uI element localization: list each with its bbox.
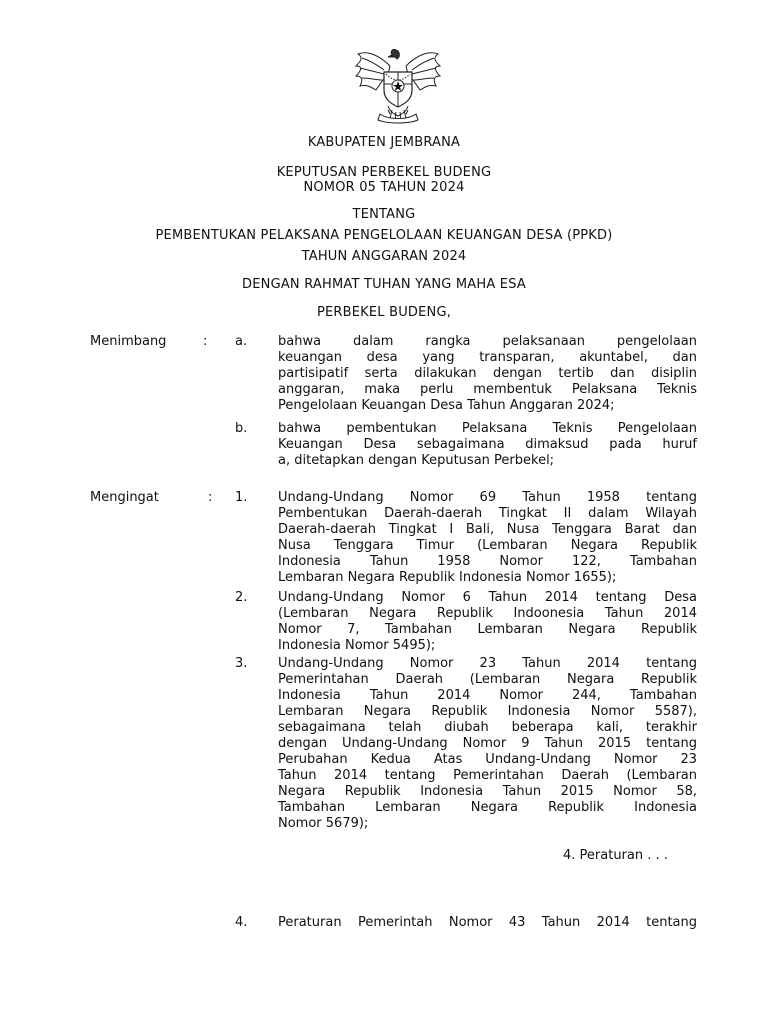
- text-line: bahwa pembentukan Pelaksana Teknis Pengelolaan: [278, 421, 697, 436]
- text-line: Pemerintahan Daerah (Lembaran Negara Republik: [278, 672, 697, 687]
- decree-subject: PEMBENTUKAN PELAKSANA PENGELOLAAN KEUANGAN DESA (PPKD): [155, 228, 613, 243]
- text-line: a, ditetapkan dengan Keputusan Perbekel;: [278, 453, 555, 468]
- decree-title: KEPUTUSAN PERBEKEL BUDENG: [276, 165, 492, 180]
- text-line: Keuangan Desa sebagaimana dimaksud pada huruf: [278, 437, 697, 452]
- text-line: Nusa Tenggara Timur (Lembaran Negara Republik: [278, 538, 697, 553]
- text-line: partisipatif serta dilakukan dengan tertib dan disiplin: [278, 366, 697, 381]
- mengingat-item-2-text: [278, 590, 697, 654]
- text-line: Indonesia Tahun 1958 Nomor 122, Tambahan: [278, 554, 697, 569]
- garuda-emblem-icon: [350, 44, 446, 126]
- next-page-item-text: [278, 915, 697, 931]
- mengingat-colon: :: [208, 490, 213, 505]
- text-line: Negara Republik Indonesia Tahun 2015 Nomor 58,: [278, 784, 697, 799]
- mengingat-item-1-text: [278, 490, 697, 586]
- menimbang-item-a-mark: a.: [235, 334, 248, 349]
- text-line: Undang-Undang Nomor 6 Tahun 2014 tentang Desa: [278, 590, 697, 605]
- menimbang-label: Menimbang: [90, 334, 167, 349]
- text-line: keuangan desa yang transparan, akuntabel, dan: [278, 350, 697, 365]
- mengingat-item-3-mark: 3.: [235, 656, 248, 671]
- text-line: Tambahan Lembaran Negara Republik Indonesia: [278, 800, 697, 815]
- text-line: bahwa dalam rangka pelaksanaan pengelolaan: [278, 334, 697, 349]
- text-line: sebagaimana telah diubah beberapa kali, terakhir: [278, 720, 697, 735]
- text-line: Pembentukan Daerah-daerah Tingkat II dalam Wilayah: [278, 506, 697, 521]
- menimbang-item-a-text: [278, 334, 697, 414]
- text-line: (Lembaran Negara Republik Indoonesia Tahun 2014: [278, 606, 697, 621]
- text-line: Indonesia Tahun 2014 Nomor 244, Tambahan: [278, 688, 697, 703]
- official-title: PERBEKEL BUDENG,: [316, 305, 452, 320]
- text-line: anggaran, maka perlu membentuk Pelaksana Teknis: [278, 382, 697, 397]
- mengingat-item-3-text: [278, 656, 697, 832]
- text-line: Nomor 5679);: [278, 816, 369, 831]
- text-line: Peraturan Pemerintah Nomor 43 Tahun 2014 tentang: [278, 915, 697, 930]
- page-continuation: 4. Peraturan . . .: [563, 848, 668, 863]
- next-page-item-mark: 4.: [235, 915, 248, 930]
- text-line: Undang-Undang Nomor 23 Tahun 2014 tentang: [278, 656, 697, 671]
- mengingat-item-2-mark: 2.: [235, 590, 248, 605]
- about-heading: TENTANG: [352, 207, 416, 222]
- text-line: Pengelolaan Keuangan Desa Tahun Anggaran 2024;: [278, 398, 615, 413]
- text-line: Indonesia Nomor 5495);: [278, 638, 436, 653]
- text-line: Daerah-daerah Tingkat I Bali, Nusa Tenggara Barat dan: [278, 522, 697, 537]
- text-line: Nomor 7, Tambahan Lembaran Negara Republik: [278, 622, 697, 637]
- text-line: Lembaran Negara Republik Indonesia Nomor 1655);: [278, 570, 617, 585]
- text-line: dengan Undang-Undang Nomor 9 Tahun 2015 tentang: [278, 736, 697, 751]
- mengingat-label: Mengingat: [90, 490, 159, 505]
- menimbang-item-b-mark: b.: [235, 421, 248, 436]
- decree-number: NOMOR 05 TAHUN 2024: [303, 180, 465, 195]
- menimbang-colon: :: [203, 334, 208, 349]
- mengingat-item-1-mark: 1.: [235, 490, 248, 505]
- text-line: Perubahan Kedua Atas Undang-Undang Nomor 23: [278, 752, 697, 767]
- regency-name: KABUPATEN JEMBRANA: [307, 135, 461, 150]
- invocation: DENGAN RAHMAT TUHAN YANG MAHA ESA: [242, 277, 526, 292]
- fiscal-year: TAHUN ANGGARAN 2024: [301, 249, 467, 264]
- menimbang-item-b-text: [278, 421, 697, 469]
- text-line: Undang-Undang Nomor 69 Tahun 1958 tentang: [278, 490, 697, 505]
- text-line: Tahun 2014 tentang Pemerintahan Daerah (Lembaran: [278, 768, 697, 783]
- text-line: Lembaran Negara Republik Indonesia Nomor 5587),: [278, 704, 697, 719]
